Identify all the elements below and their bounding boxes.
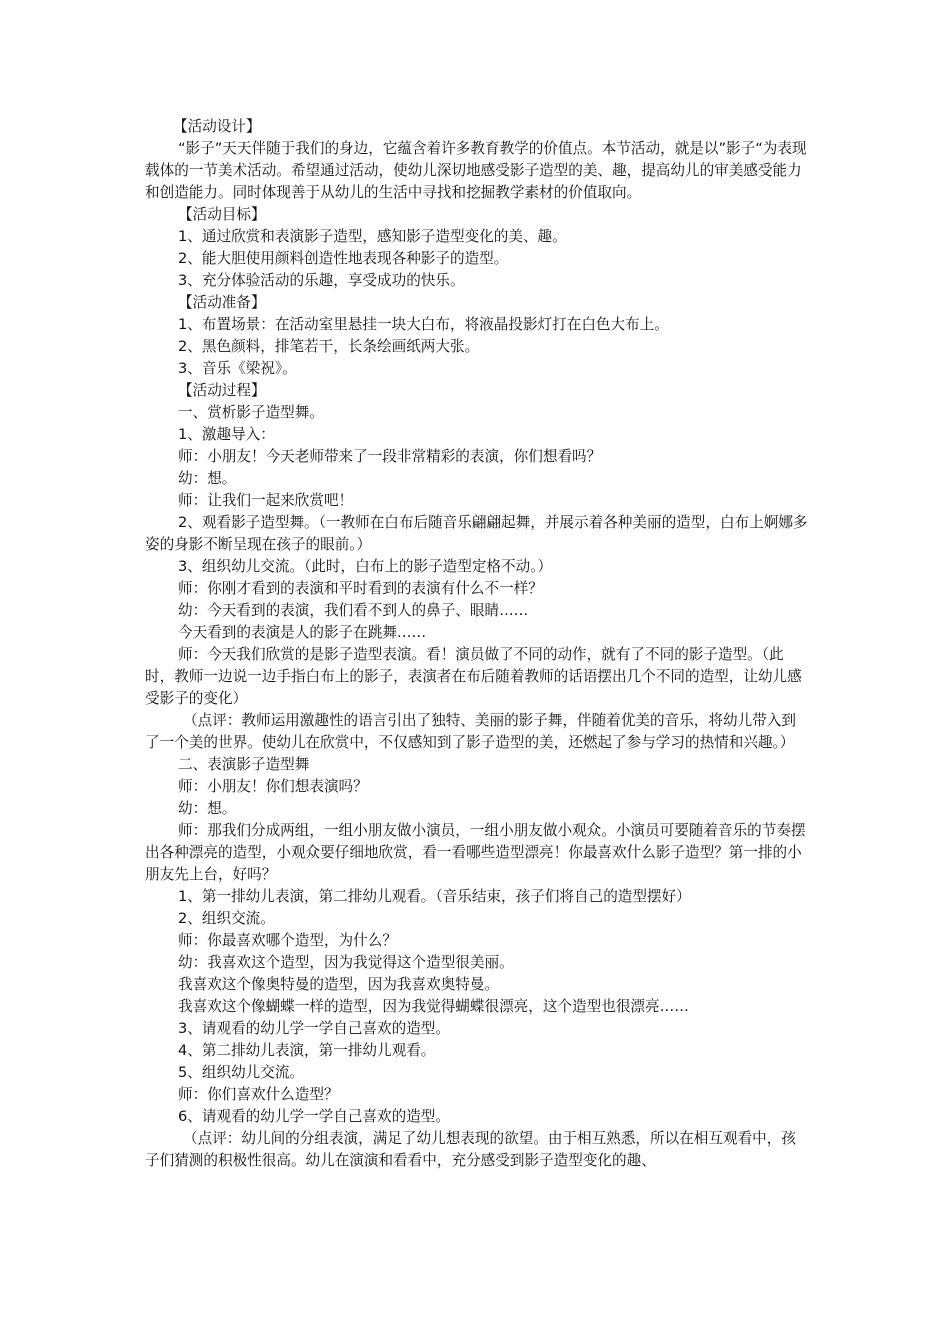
paragraph: 幼：想。 bbox=[178, 470, 237, 487]
paragraph: 3、组织幼儿交流。（此时，白布上的影子造型定格不动。） bbox=[178, 558, 553, 575]
paragraph: 3、音乐《梁祝》。 bbox=[178, 360, 297, 377]
paragraph: 幼：今天看到的表演，我们看不到人的鼻子、眼睛…… bbox=[178, 602, 529, 619]
paragraph: 3、请观看的幼儿学一学自己喜欢的造型。 bbox=[178, 1020, 450, 1037]
paragraph: 师：小朋友！你们想表演吗？ bbox=[178, 778, 368, 795]
paragraph: 二、表演影子造型舞 bbox=[178, 756, 310, 773]
paragraph: 2、观看影子造型舞。（一教师在白布后随音乐翩翩起舞，并展示着各种美丽的造型，白布上婀娜多姿的身影不断呈现在孩子的眼前。） bbox=[145, 514, 808, 553]
paragraph: 幼：我喜欢这个造型，因为我觉得这个造型很美丽。 bbox=[178, 954, 514, 971]
paragraph: 师：你刚才看到的表演和平时看到的表演有什么不一样？ bbox=[178, 580, 543, 597]
paragraph: 【活动设计】 bbox=[173, 118, 261, 135]
paragraph: 1、第一排幼儿表演，第二排幼儿观看。（音乐结束，孩子们将自己的造型摆好） bbox=[178, 888, 691, 905]
paragraph: 师：你们喜欢什么造型？ bbox=[178, 1086, 339, 1103]
paragraph: （点评：教师运用激趣性的语言引出了独特、美丽的影子舞，伴随着优美的音乐，将幼儿带入到了一个美的世界。使幼儿在欣赏中，不仅感知到了影子造型的美，还燃起了参与学习的热情和兴趣。） bbox=[145, 712, 796, 751]
paragraph: 1、通过欣赏和表演影子造型，感知影子造型变化的美、趣。 bbox=[178, 228, 567, 245]
paragraph: 2、黑色颜料，排笔若干，长条绘画纸两大张。 bbox=[178, 338, 480, 355]
paragraph: “影子”天天伴随于我们的身边，它蕴含着许多教育教学的价值点。本节活动，就是以”影子“为表现载体的一节美术活动。希望通过活动，使幼儿深切地感受影子造型的美、趣，提高幼儿的审美感受能力和创造能力。同时体现善于从幼儿的生活中寻找和挖掘教学素材的价值取向。 bbox=[145, 140, 807, 201]
paragraph: 【活动过程】 bbox=[178, 382, 266, 399]
paragraph: 师：你最喜欢哪个造型，为什么？ bbox=[178, 932, 397, 949]
paragraph: 师：小朋友！今天老师带来了一段非常精彩的表演，你们想看吗？ bbox=[178, 448, 602, 465]
paragraph: 师：今天我们欣赏的是影子造型表演。看！演员做了不同的动作，就有了不同的影子造型。（此时，教师一边说一边手指白布上的影子，表演者在布后随着教师的话语摆出几个不同的造型，让幼儿感受影子的变化） bbox=[145, 646, 802, 707]
paragraph: 【活动准备】 bbox=[178, 294, 266, 311]
paragraph: 一、赏析影子造型舞。 bbox=[178, 404, 324, 421]
paragraph: 幼：想。 bbox=[178, 800, 237, 817]
paragraph: 今天看到的表演是人的影子在跳舞…… bbox=[178, 624, 427, 641]
paragraph: 2、组织交流。 bbox=[178, 910, 275, 927]
paragraph: 1、布置场景：在活动室里悬挂一块大白布，将液晶投影灯打在白色大布上。 bbox=[178, 316, 669, 333]
paragraph: 【活动目标】 bbox=[178, 206, 266, 223]
paragraph: 4、第二排幼儿表演，第一排幼儿观看。 bbox=[178, 1042, 436, 1059]
paragraph: 5、组织幼儿交流。 bbox=[178, 1064, 305, 1081]
paragraph: 我喜欢这个像奥特曼的造型，因为我喜欢奥特曼。 bbox=[178, 976, 500, 993]
document-page bbox=[145, 116, 810, 1172]
paragraph: 我喜欢这个像蝴蝶一样的造型，因为我觉得蝴蝶很漂亮，这个造型也很漂亮…… bbox=[178, 998, 689, 1015]
paragraph: 师：让我们一起来欣赏吧！ bbox=[178, 492, 354, 509]
paragraph: 3、充分体验活动的乐趣，享受成功的快乐。 bbox=[178, 272, 465, 289]
paragraph: （点评：幼儿间的分组表演，满足了幼儿想表现的欲望。由于相互熟悉，所以在相互观看中，孩子们猜测的积极性很高。幼儿在演演和看看中，充分感受到影子造型变化的趣、 bbox=[145, 1130, 796, 1169]
paragraph: 6、请观看的幼儿学一学自己喜欢的造型。 bbox=[178, 1108, 450, 1125]
paragraph: 2、能大胆使用颜料创造性地表现各种影子的造型。 bbox=[178, 250, 509, 267]
paragraph: 师：那我们分成两组，一组小朋友做小演员，一组小朋友做小观众。小演员可要随着音乐的节奏摆出各种漂亮的造型，小观众要仔细地欣赏，看一看哪些造型漂亮！你最喜欢什么影子造型？第一排的小朋友先上台，好吗？ bbox=[145, 822, 806, 883]
paragraph: 1、激趣导入： bbox=[178, 426, 275, 443]
